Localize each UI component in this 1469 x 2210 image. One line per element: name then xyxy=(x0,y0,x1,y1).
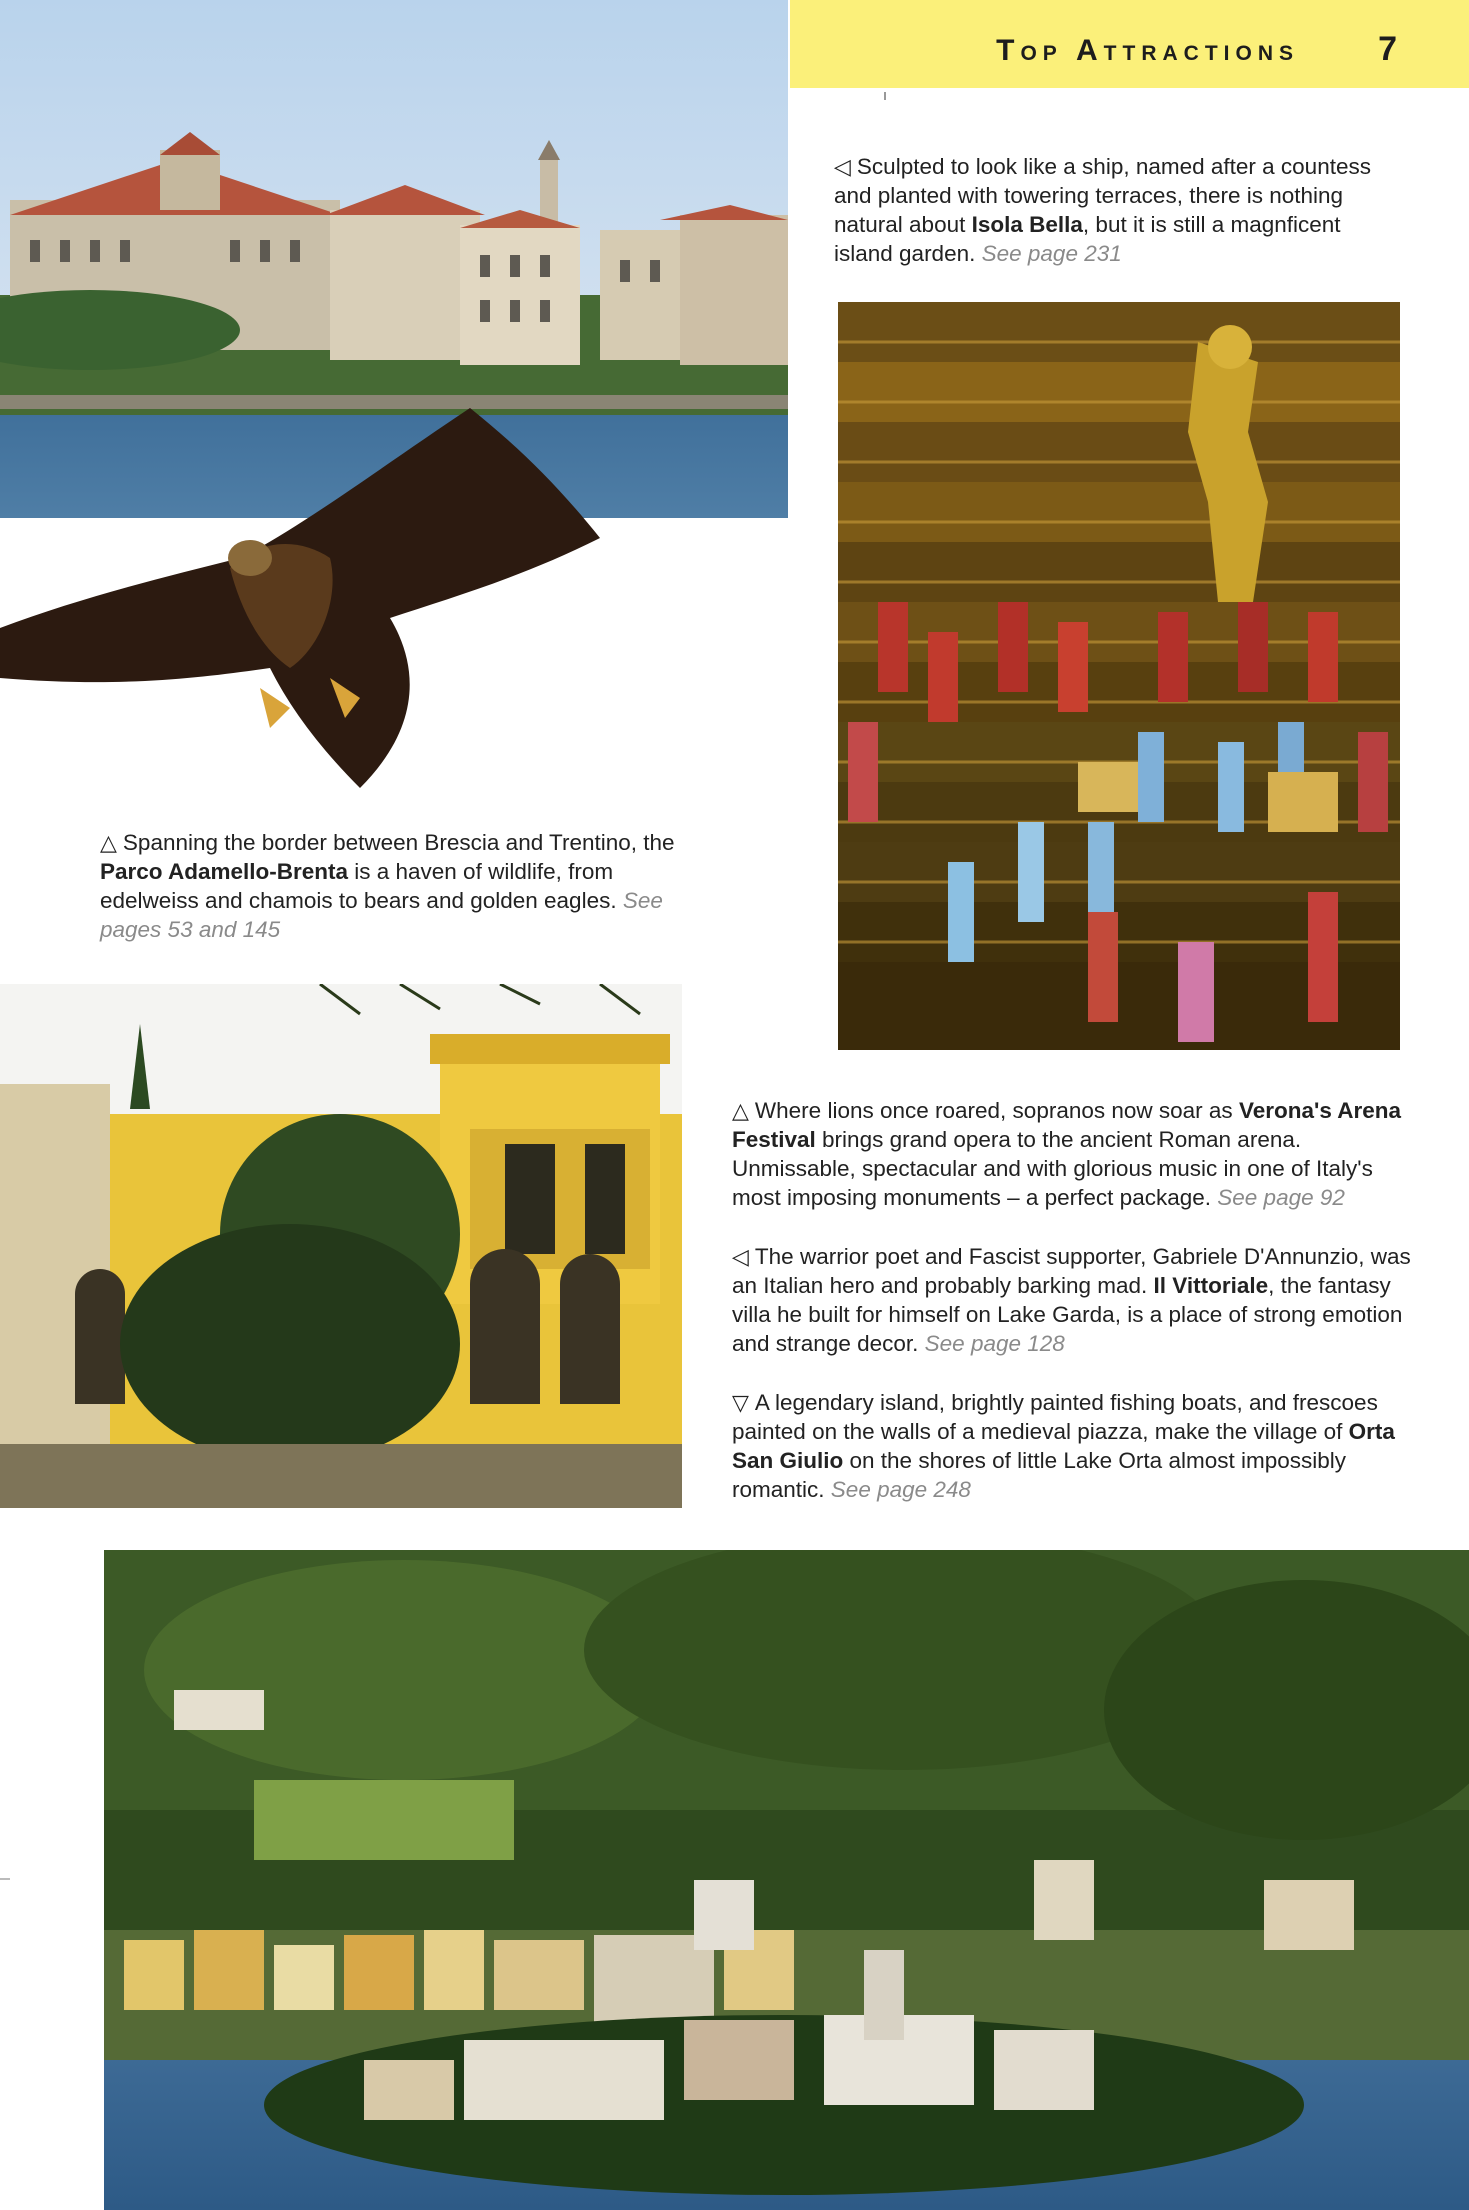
down-arrow-icon: ▽ xyxy=(732,1390,749,1415)
caption-text: is a haven of wildlife, from edelweiss and chamois to bears and golden eagles. xyxy=(100,859,617,913)
left-arrow-icon: ◁ xyxy=(834,154,851,179)
caption-il-vittoriale xyxy=(732,1242,1412,1358)
photo-il-vittoriale-villa xyxy=(0,984,682,1508)
caption-verona-arena xyxy=(732,1096,1412,1212)
caption-isola-bella xyxy=(834,152,1404,268)
page-reference: See page 231 xyxy=(981,241,1122,266)
caption-highlight: Parco Adamello-Brenta xyxy=(100,859,348,884)
caption-highlight: Orta San Giulio xyxy=(732,1419,1395,1473)
caption-highlight: Verona's Arena Festival xyxy=(732,1098,1402,1152)
header-band xyxy=(790,0,1469,88)
caption-highlight: Il Vittoriale xyxy=(1153,1273,1269,1298)
up-arrow-icon: △ xyxy=(100,830,117,855)
page-reference: See page 92 xyxy=(1217,1185,1345,1210)
photo-verona-arena-opera xyxy=(838,302,1400,1050)
caption-text: brings grand opera to the ancient Roman arena. Unmissable, spectacular and with glorious music in one of Italy's most imposing monuments – a perfect package. xyxy=(732,1127,1373,1210)
caption-text: The warrior poet and Fascist supporter, Gabriele D'Annunzio, was an Italian hero and probably barking mad. xyxy=(732,1244,1411,1298)
caption-orta-san-giulio xyxy=(732,1388,1412,1504)
margin-tick xyxy=(0,1878,10,1880)
up-arrow-icon: △ xyxy=(732,1098,749,1123)
page-number: 7 xyxy=(1378,30,1397,68)
caption-highlight: Isola Bella xyxy=(971,212,1083,237)
page-reference: See pages 53 and 145 xyxy=(100,888,663,942)
caption-parco-adamello-brenta xyxy=(100,828,690,944)
caption-text: A legendary island, brightly painted fishing boats, and frescoes painted on the walls of a medieval piazza, make the village of xyxy=(732,1390,1378,1444)
photo-orta-san-giulio xyxy=(104,1550,1469,2210)
page-reference: See page 128 xyxy=(924,1331,1065,1356)
header-tick xyxy=(884,92,886,100)
caption-text: Sculpted to look like a ship, named after a countess and planted with towering terraces, there is nothing natural about xyxy=(834,154,1371,237)
left-arrow-icon: ◁ xyxy=(732,1244,749,1269)
caption-text: on the shores of little Lake Orta almost impossibly romantic. xyxy=(732,1448,1346,1502)
section-title: Top Attractions xyxy=(996,34,1299,67)
caption-text: Where lions once roared, sopranos now soar as xyxy=(754,1098,1239,1123)
photo-golden-eagle xyxy=(0,408,640,798)
caption-text: Spanning the border between Brescia and Trentino, the xyxy=(122,830,675,855)
caption-text: , but it is still a magnficent island garden. xyxy=(834,212,1341,266)
caption-text: , the fantasy villa he built for himself on Lake Garda, is a place of strong emotion and strange decor. xyxy=(732,1273,1403,1356)
page-reference: See page 248 xyxy=(830,1477,971,1502)
